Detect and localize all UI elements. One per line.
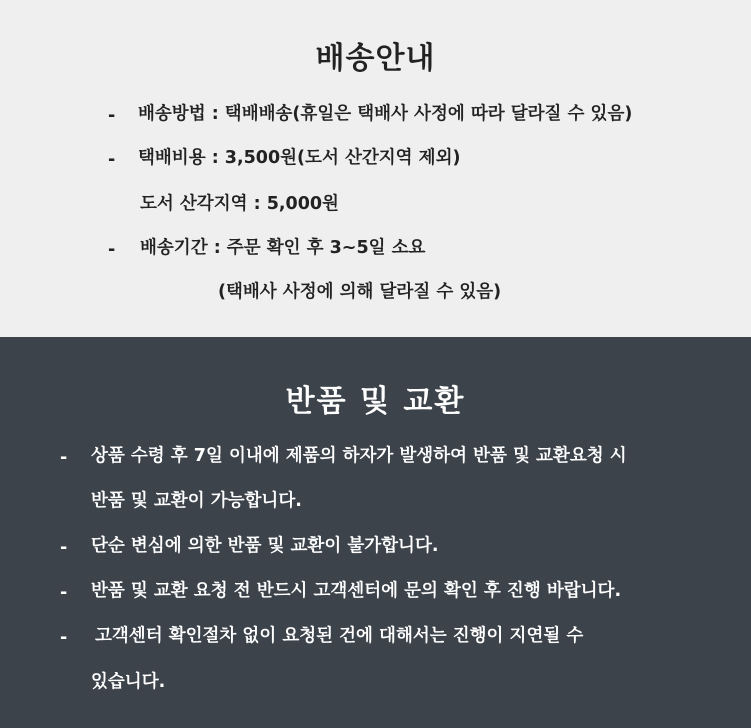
shipping-method-line: 배송방법 : 택배배송(휴일은 택배사 사정에 따라 달라질 수 있음) xyxy=(138,104,633,124)
return-policy-line-4-cont: 있습니다. xyxy=(91,672,166,692)
list-bullet: - xyxy=(60,448,68,468)
shipping-fee-line: 택배비용 : 3,500원(도서 산간지역 제외) xyxy=(138,148,461,168)
list-bullet: - xyxy=(108,106,116,126)
list-bullet: - xyxy=(60,583,68,603)
list-bullet: - xyxy=(60,538,68,558)
return-exchange-title: 반품 및 교환 xyxy=(285,384,466,419)
list-bullet: - xyxy=(108,150,116,170)
remote-area-fee-line: 도서 산각지역 : 5,000원 xyxy=(140,194,339,214)
shipping-info-section xyxy=(0,0,751,337)
list-bullet: - xyxy=(60,628,68,648)
return-exchange-section xyxy=(0,337,751,728)
shipping-period-line: 배송기간 : 주문 확인 후 3~5일 소요 xyxy=(140,238,426,258)
return-policy-line-1-cont: 반품 및 교환이 가능합니다. xyxy=(91,491,302,511)
return-policy-line-4: 고객센터 확인절차 없이 요청된 건에 대해서는 진행이 지연될 수 xyxy=(95,626,584,646)
return-policy-line-1: 상품 수령 후 7일 이내에 제품의 하자가 발생하여 반품 및 교환요청 시 xyxy=(91,446,627,466)
list-bullet: - xyxy=(108,240,116,260)
return-policy-line-3: 반품 및 교환 요청 전 반드시 고객센터에 문의 확인 후 진행 바랍니다. xyxy=(91,581,622,601)
return-policy-line-2: 단순 변심에 의한 반품 및 교환이 불가합니다. xyxy=(91,536,439,556)
shipping-period-note: (택배사 사정에 의해 달라질 수 있음) xyxy=(218,282,502,302)
shipping-title: 배송안내 xyxy=(315,41,436,76)
